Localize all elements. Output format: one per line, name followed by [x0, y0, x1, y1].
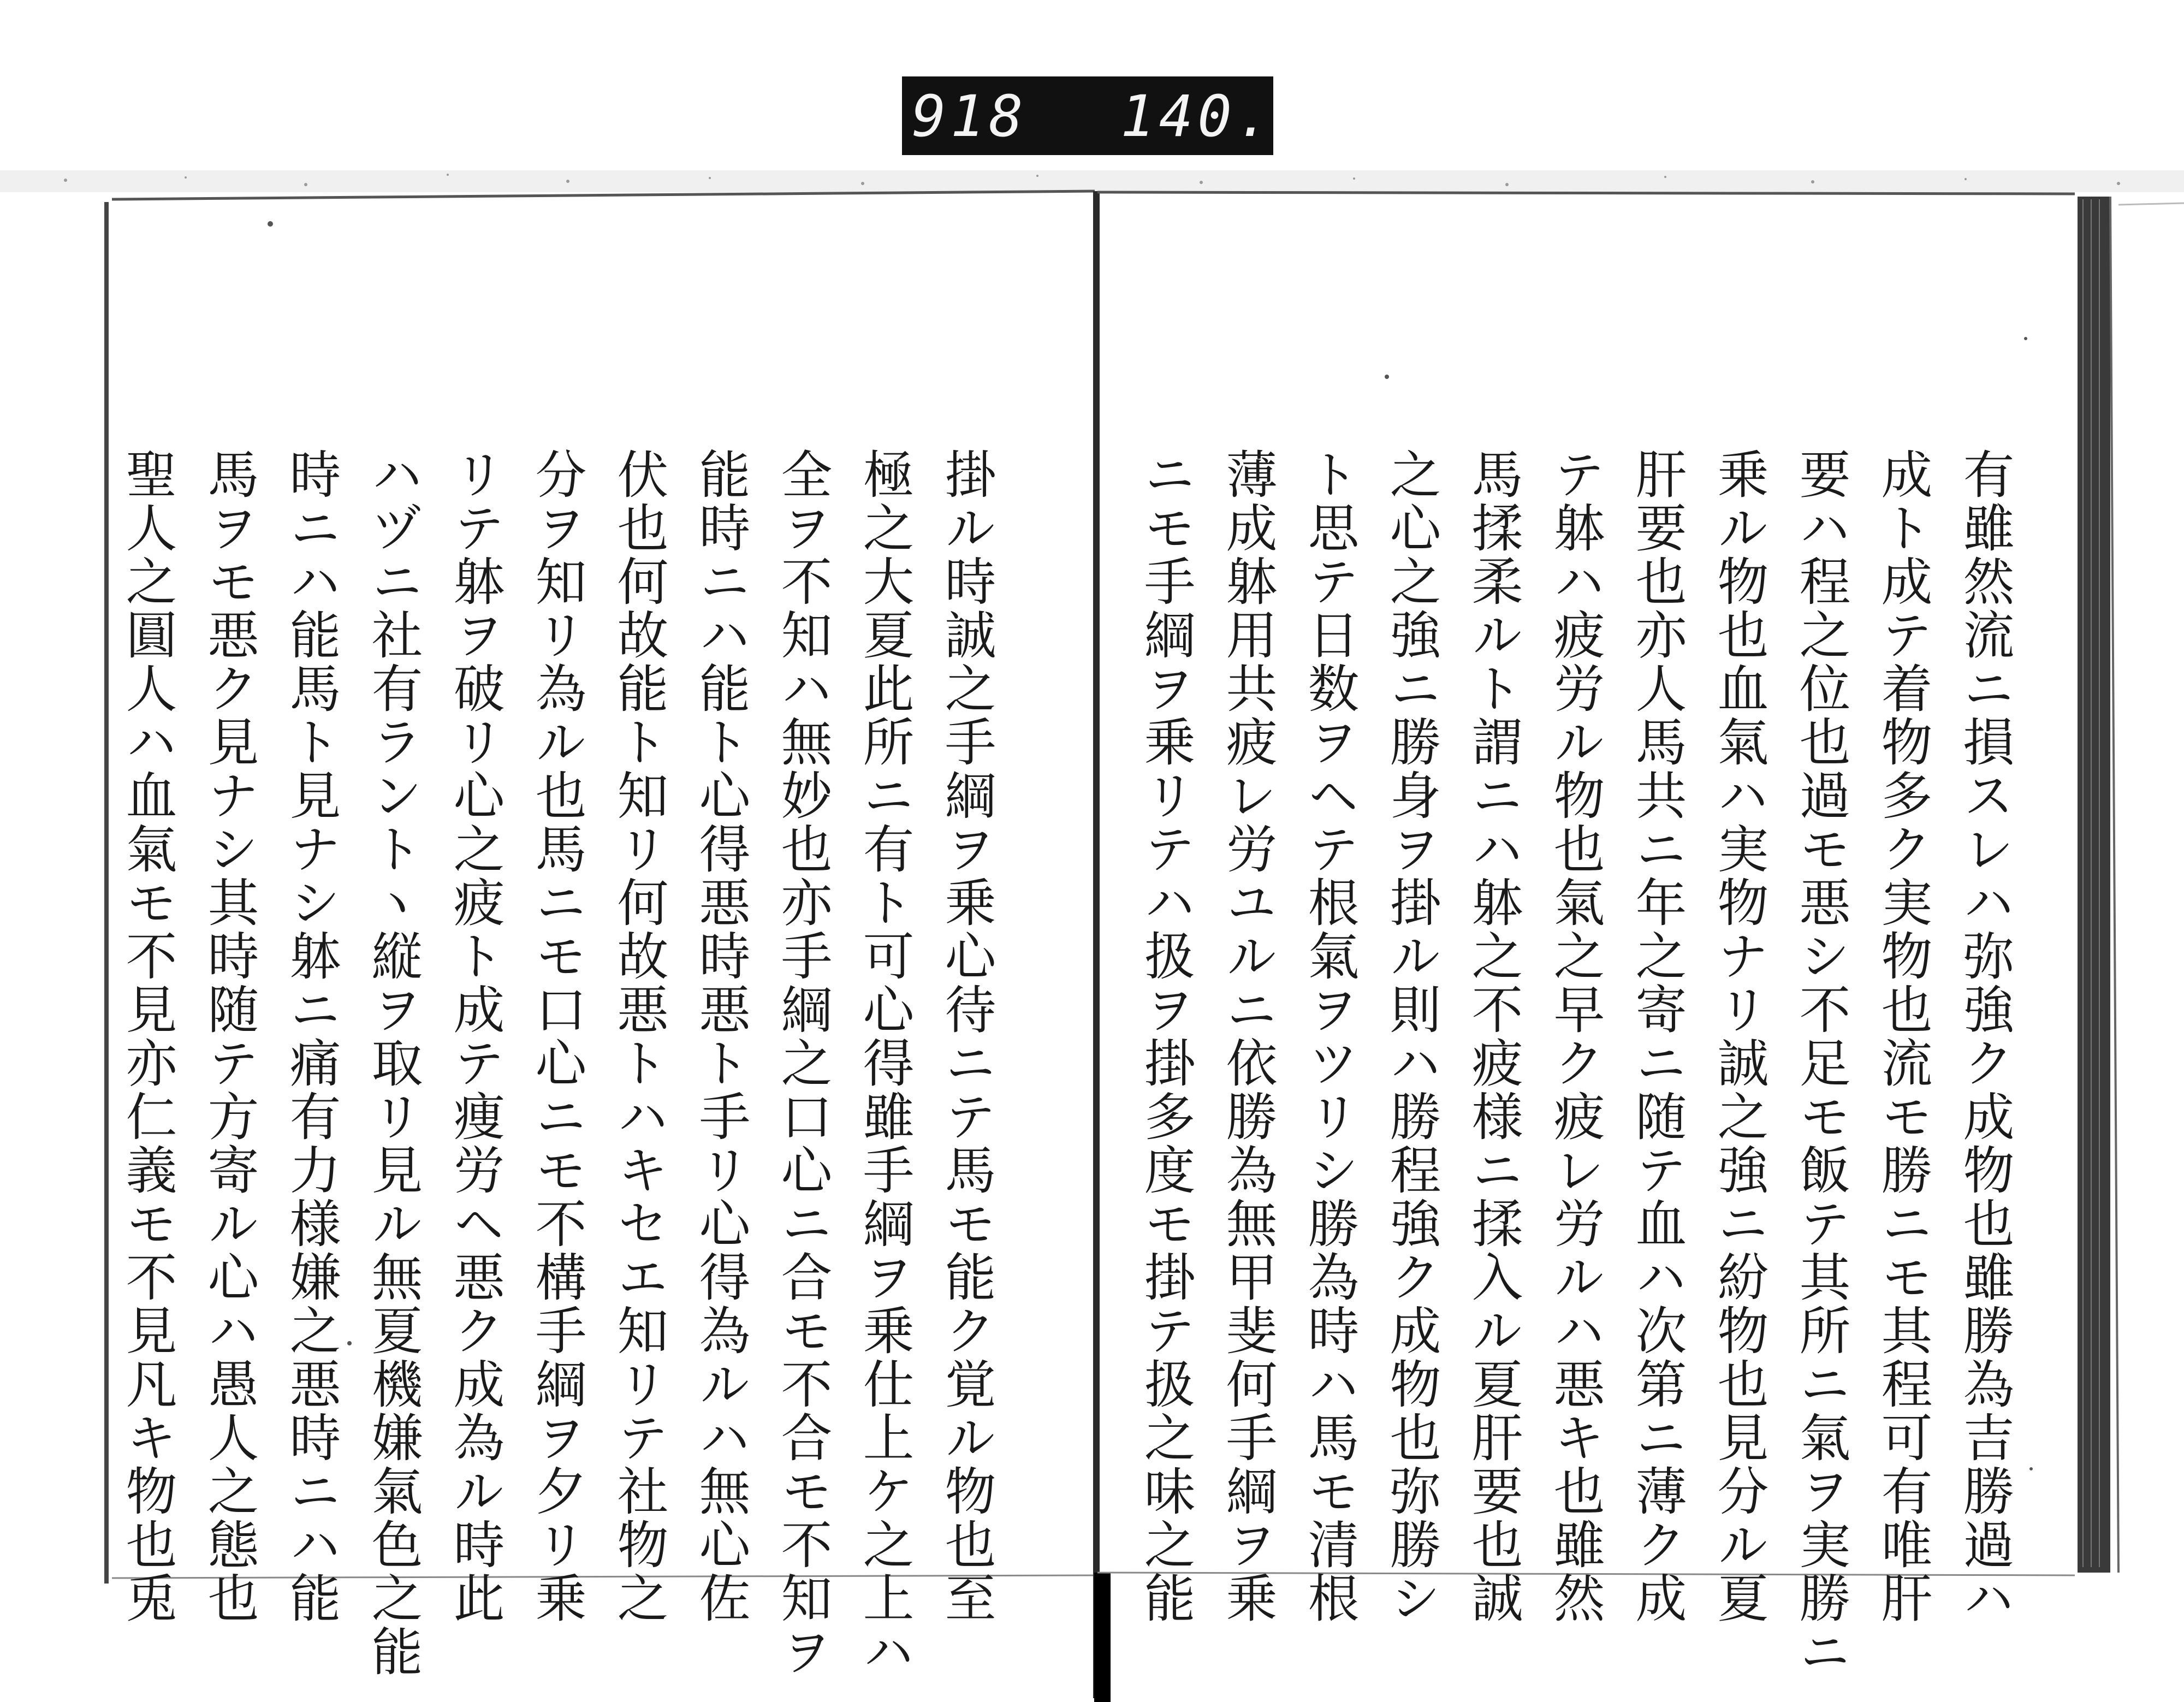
text-column: 全ヲ不知ハ無妙也亦手綱之口心ニ合モ不合モ不知ヲ — [772, 448, 832, 1679]
text-column: 聖人之圓人ハ血氣モ不見亦仁義モ不見凡キ物也兎 — [117, 448, 176, 1625]
archive-number-b: 140. — [1120, 83, 1275, 150]
text-column: 馬ヲモ悪ク見ナシ其時随テ方寄ル心ハ愚人之態也 — [199, 448, 258, 1625]
text-column: ト思テ日数ヲヘテ根氣ヲツリシ勝為時ハ馬モ清根 — [1299, 448, 1358, 1625]
text-column: テ躰ハ疲労ル物也氣之早ク疲レ労ルハ悪キ也雖然 — [1545, 448, 1604, 1625]
text-column: 極之大夏此所ニ有ト可心得雖手綱ヲ乗仕上ケ之上ハ — [854, 448, 913, 1679]
text-column: ニモ手綱ヲ乗リテハ扱ヲ掛多度モ掛テ扱之味之能 — [1135, 448, 1195, 1625]
text-column: 肝要也亦人馬共ニ年之寄ニ随テ血ハ次第ニ薄ク成 — [1627, 448, 1686, 1625]
text-column: 乗ル物也血氣ハ実物ナリ誠之強ニ紛物也見分ル夏 — [1708, 448, 1768, 1625]
text-column: リテ躰ヲ破リ心之疲ト成テ痩労ヘ悪ク成為ル時此 — [444, 448, 504, 1625]
text-column: 時ニハ能馬ト見ナシ躰ニ痛有力様嫌之悪時ニハ能 — [281, 448, 340, 1625]
text-column: 分ヲ知リ為ル也馬ニモ口心ニモ不構手綱ヲ夕リ乗 — [526, 448, 586, 1625]
text-column: 能時ニハ能ト心得悪時悪ト手リ心得為ルハ無心佐 — [690, 448, 750, 1625]
text-column: 要ハ程之位也過モ悪シ不足モ飯テ其所ニ氣ヲ実勝ニ — [1790, 448, 1850, 1679]
text-column: 有雖然流ニ損スレハ弥強ク成物也雖勝為吉勝過ハ — [1954, 448, 2014, 1625]
text-column: 之心之強ニ勝身ヲ掛ル則ハ勝程強ク成物也弥勝シ — [1381, 448, 1440, 1625]
text-column: 掛ル時誠之手綱ヲ乗心待ニテ馬モ能ク覚ル物也至 — [936, 448, 995, 1625]
text-column: 成ト成テ着物多ク実物也流モ勝ニモ其程可有唯肝 — [1872, 448, 1932, 1625]
text-column: 伏也何故能ト知リ何故悪トハキセエ知リテ社物之 — [608, 448, 668, 1625]
archive-number-label — [902, 76, 1273, 155]
text-column: ハヅニ社有ラントヽ縦ヲ取リ見ル無夏機嫌氣色之能 — [363, 448, 422, 1679]
right-page — [1097, 197, 2075, 1679]
archive-number-a: 918 — [912, 83, 1028, 150]
text-column: 薄成躰用共疲レ労ユルニ依勝為無甲斐何手綱ヲ乗 — [1217, 448, 1277, 1625]
text-column: 馬揉柔ルト謂ニハ躰之不疲様ニ揉入ル夏肝要也誠 — [1463, 448, 1522, 1625]
left-page — [109, 197, 1095, 1679]
